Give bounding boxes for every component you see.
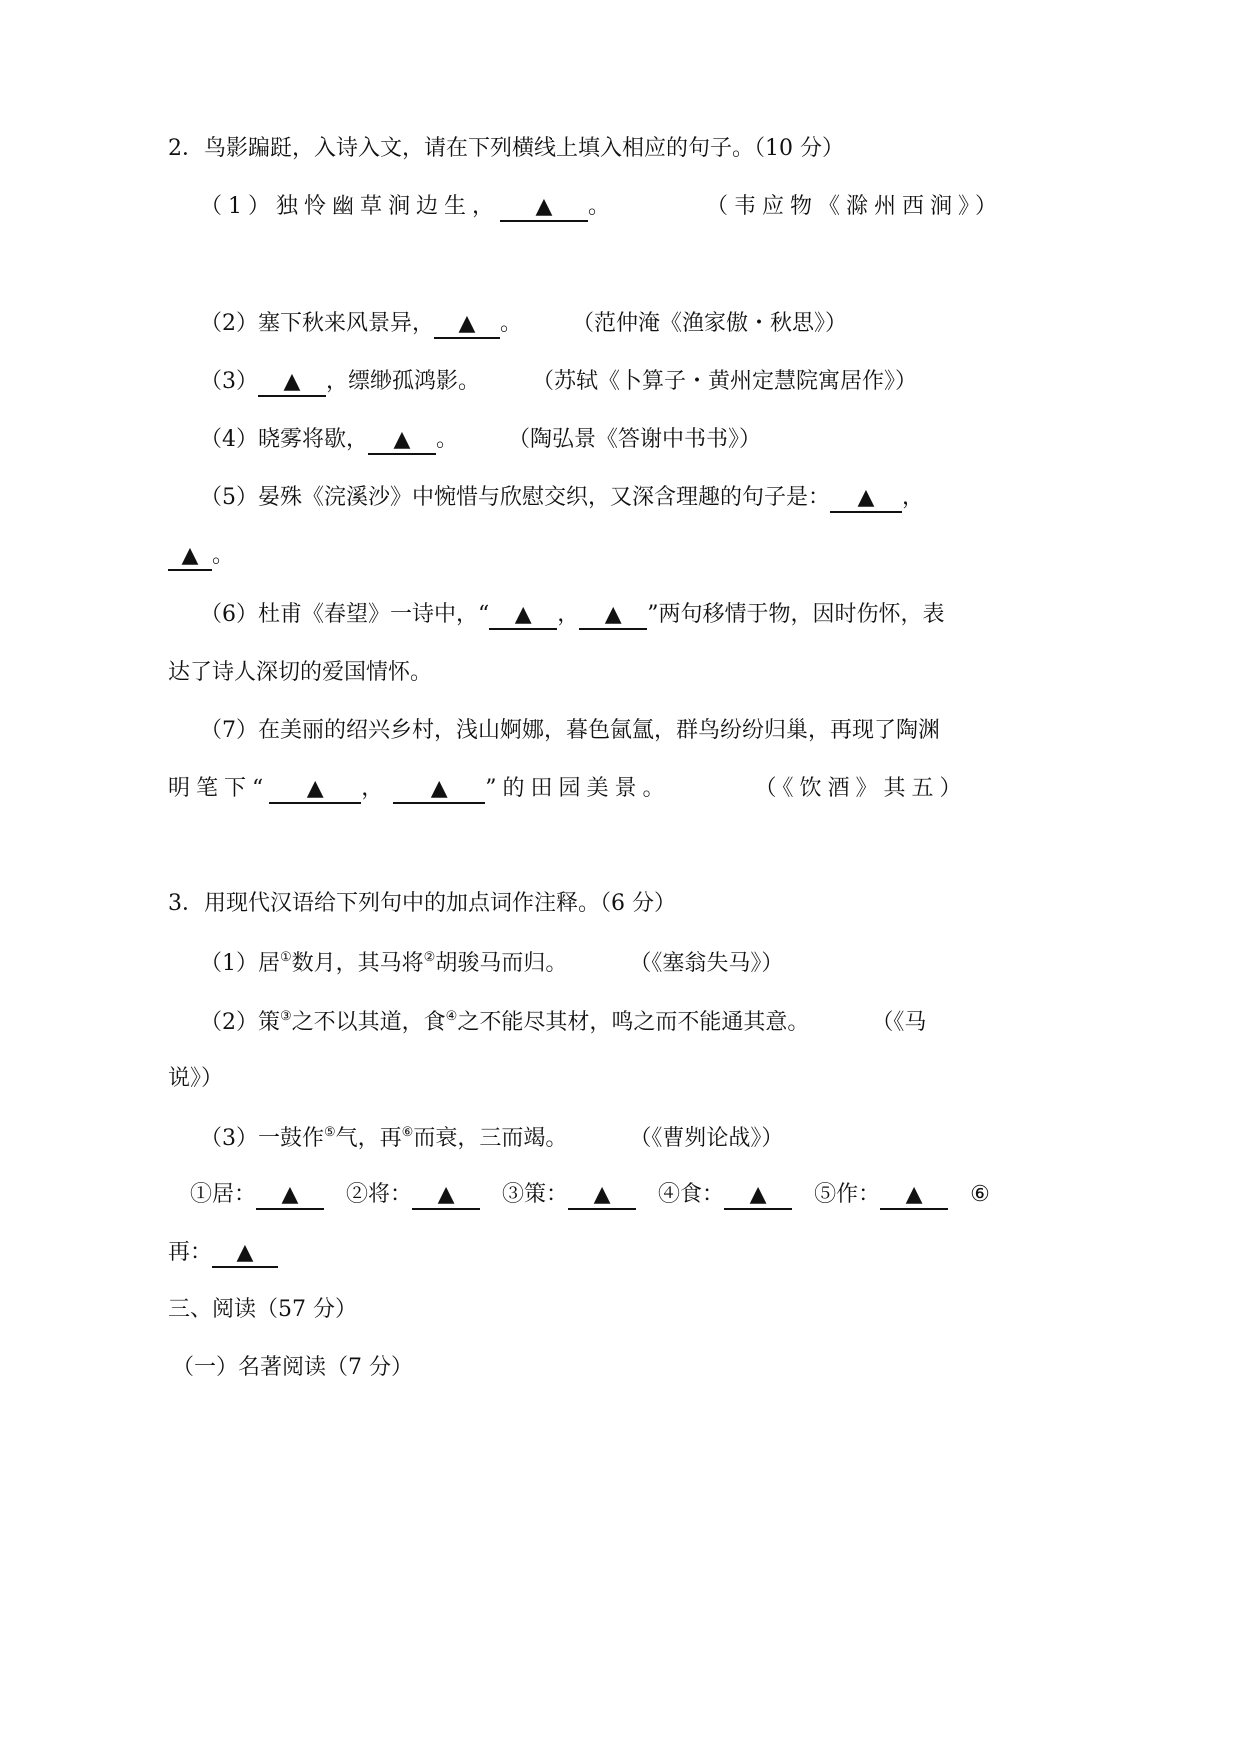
q2-item-2-source: （范仲淹《渔家傲・秋思》） <box>572 311 848 336</box>
q3-item-2-c: 之不能尽其材，鸣之而不能通其意。 <box>457 1010 810 1035</box>
q3-item-1-c: 胡骏马而归。 <box>435 951 568 976</box>
q3-item-3 <box>200 1126 783 1150</box>
q2-item-6-cont: 达了诗人深切的爱国情怀。 <box>168 660 433 685</box>
q3-item-2-b: 之不以其道，食 <box>291 1010 446 1035</box>
q2-item-5-sep: ， <box>902 485 925 510</box>
q3-item-3-source: （《曹刿论战》） <box>629 1126 784 1151</box>
answer-blank[interactable] <box>368 429 436 455</box>
note-marker: ① <box>280 950 292 965</box>
q2-item-6 <box>200 604 945 630</box>
triangle-icon: ▲ <box>604 602 622 627</box>
answer-blank[interactable] <box>212 1242 278 1268</box>
q3-item-1-b: 数月，其马将 <box>291 951 424 976</box>
q2-item-4-end: 。 <box>436 427 459 452</box>
q3-answers <box>190 1184 990 1210</box>
q3-heading: 3．用现代汉语给下列句中的加点词作注释。（6 分） <box>168 891 676 916</box>
q2-item-4-text: （4）晓雾将歇， <box>200 427 368 452</box>
q2-item-7-source: （《饮酒》其五） <box>754 776 968 801</box>
triangle-icon: ▲ <box>458 311 476 336</box>
q3-item-2 <box>200 1010 926 1034</box>
triangle-icon: ▲ <box>514 602 532 627</box>
q3-item-3-a: （3）一鼓作 <box>200 1126 324 1151</box>
answer-blank[interactable] <box>724 1184 792 1210</box>
triangle-icon: ▲ <box>236 1240 254 1265</box>
answer-blank[interactable] <box>500 196 588 222</box>
answer-label: ⑤作： <box>814 1182 881 1207</box>
q3-item-3-c: 而衰，三而竭。 <box>413 1126 568 1151</box>
answer-blank[interactable] <box>269 778 361 804</box>
q2-item-3 <box>200 371 917 397</box>
triangle-icon: ▲ <box>181 543 199 568</box>
q3-item-2-cont: 说》） <box>168 1066 224 1091</box>
q2-item-5-text: （5）晏殊《浣溪沙》中惋惜与欣慰交织，又深含理趣的句子是： <box>200 485 830 510</box>
q2-item-7-tail: ”的田园美景。 <box>485 776 671 801</box>
triangle-icon: ▲ <box>437 1182 455 1207</box>
note-marker: ③ <box>280 1009 292 1024</box>
triangle-icon: ▲ <box>393 427 411 452</box>
q3-item-1-source: （《塞翁失马》） <box>629 951 784 976</box>
q2-item-5-end: 。 <box>212 543 235 568</box>
q3-item-3-b: 气，再 <box>335 1126 402 1151</box>
q3-item-2-source: （《马 <box>871 1010 927 1035</box>
q2-item-3-end: ，缥缈孤鸿影。 <box>326 369 481 394</box>
q2-item-1 <box>200 196 1003 222</box>
q2-item-5-cont <box>168 545 234 571</box>
note-marker: ⑥ <box>401 1125 414 1140</box>
q2-item-7-lead: 明笔下“ <box>168 776 270 801</box>
note-marker: ④ <box>445 1009 458 1024</box>
q2-item-2-end: 。 <box>500 311 523 336</box>
note-marker: ② <box>423 950 436 965</box>
q2-item-4-source: （陶弘景《答谢中书书》） <box>508 427 762 452</box>
q2-item-6-tail: ”两句移情于物，因时伤怀，表 <box>647 602 945 627</box>
subsection-1-heading: （一）名著阅读（7 分） <box>172 1355 413 1380</box>
q2-item-2 <box>200 313 847 339</box>
triangle-icon: ▲ <box>535 194 553 219</box>
answer-label: ④食： <box>658 1182 725 1207</box>
answer-blank[interactable] <box>258 371 326 397</box>
answer-blank[interactable] <box>568 1184 636 1210</box>
answer-blank[interactable] <box>412 1184 480 1210</box>
triangle-icon: ▲ <box>306 776 324 801</box>
q2-item-1-source: （韦应物《滁州西涧》） <box>706 194 1004 219</box>
q2-item-7: （7）在美丽的绍兴乡村，浅山婀娜，暮色氤氲，群鸟纷纷归巢，再现了陶渊 <box>200 718 940 743</box>
answer-blank[interactable] <box>489 604 557 630</box>
q2-item-5 <box>200 487 924 513</box>
section-3-heading: 三、阅读（57 分） <box>168 1297 357 1322</box>
answer-label: ②将： <box>346 1182 413 1207</box>
q3-answers-cont <box>168 1242 278 1268</box>
q2-item-6-text: （6）杜甫《春望》一诗中，“ <box>200 602 490 627</box>
answer-blank[interactable] <box>434 313 500 339</box>
q2-item-1-end: 。 <box>588 194 611 219</box>
triangle-icon: ▲ <box>905 1182 923 1207</box>
triangle-icon: ▲ <box>430 776 448 801</box>
q2-item-3-text: （3） <box>200 369 258 394</box>
answer-label: ③策： <box>502 1182 569 1207</box>
triangle-icon: ▲ <box>749 1182 767 1207</box>
q3-item-1 <box>200 951 783 975</box>
answer-label: 再： <box>168 1240 213 1265</box>
q2-item-6-sep: ， <box>557 602 580 627</box>
note-marker: ⑤ <box>324 1125 336 1140</box>
triangle-icon: ▲ <box>281 1182 299 1207</box>
triangle-icon: ▲ <box>283 369 301 394</box>
q2-item-7-cont <box>168 778 968 804</box>
q2-item-3-source: （苏轼《卜算子・黄州定慧院寓居作》） <box>532 369 918 394</box>
q2-item-4 <box>200 429 761 455</box>
answer-label: ⑥ <box>970 1182 990 1207</box>
q2-heading: 2．鸟影蹁跹，入诗入文，请在下列横线上填入相应的句子。（10 分） <box>168 136 844 161</box>
answer-blank[interactable] <box>579 604 647 630</box>
q2-item-1-text: （1）独怜幽草涧边生， <box>200 194 500 219</box>
answer-blank[interactable] <box>393 778 485 804</box>
q2-item-2-text: （2）塞下秋来风景异， <box>200 311 434 336</box>
answer-label: ①居： <box>190 1182 257 1207</box>
answer-blank[interactable] <box>256 1184 324 1210</box>
triangle-icon: ▲ <box>857 485 875 510</box>
answer-blank[interactable] <box>880 1184 948 1210</box>
answer-blank[interactable] <box>168 545 212 571</box>
answer-blank[interactable] <box>830 487 902 513</box>
q2-item-7-sep: ， <box>361 776 384 801</box>
triangle-icon: ▲ <box>593 1182 611 1207</box>
q3-item-2-a: （2）策 <box>200 1010 280 1035</box>
q3-item-1-a: （1）居 <box>200 951 280 976</box>
